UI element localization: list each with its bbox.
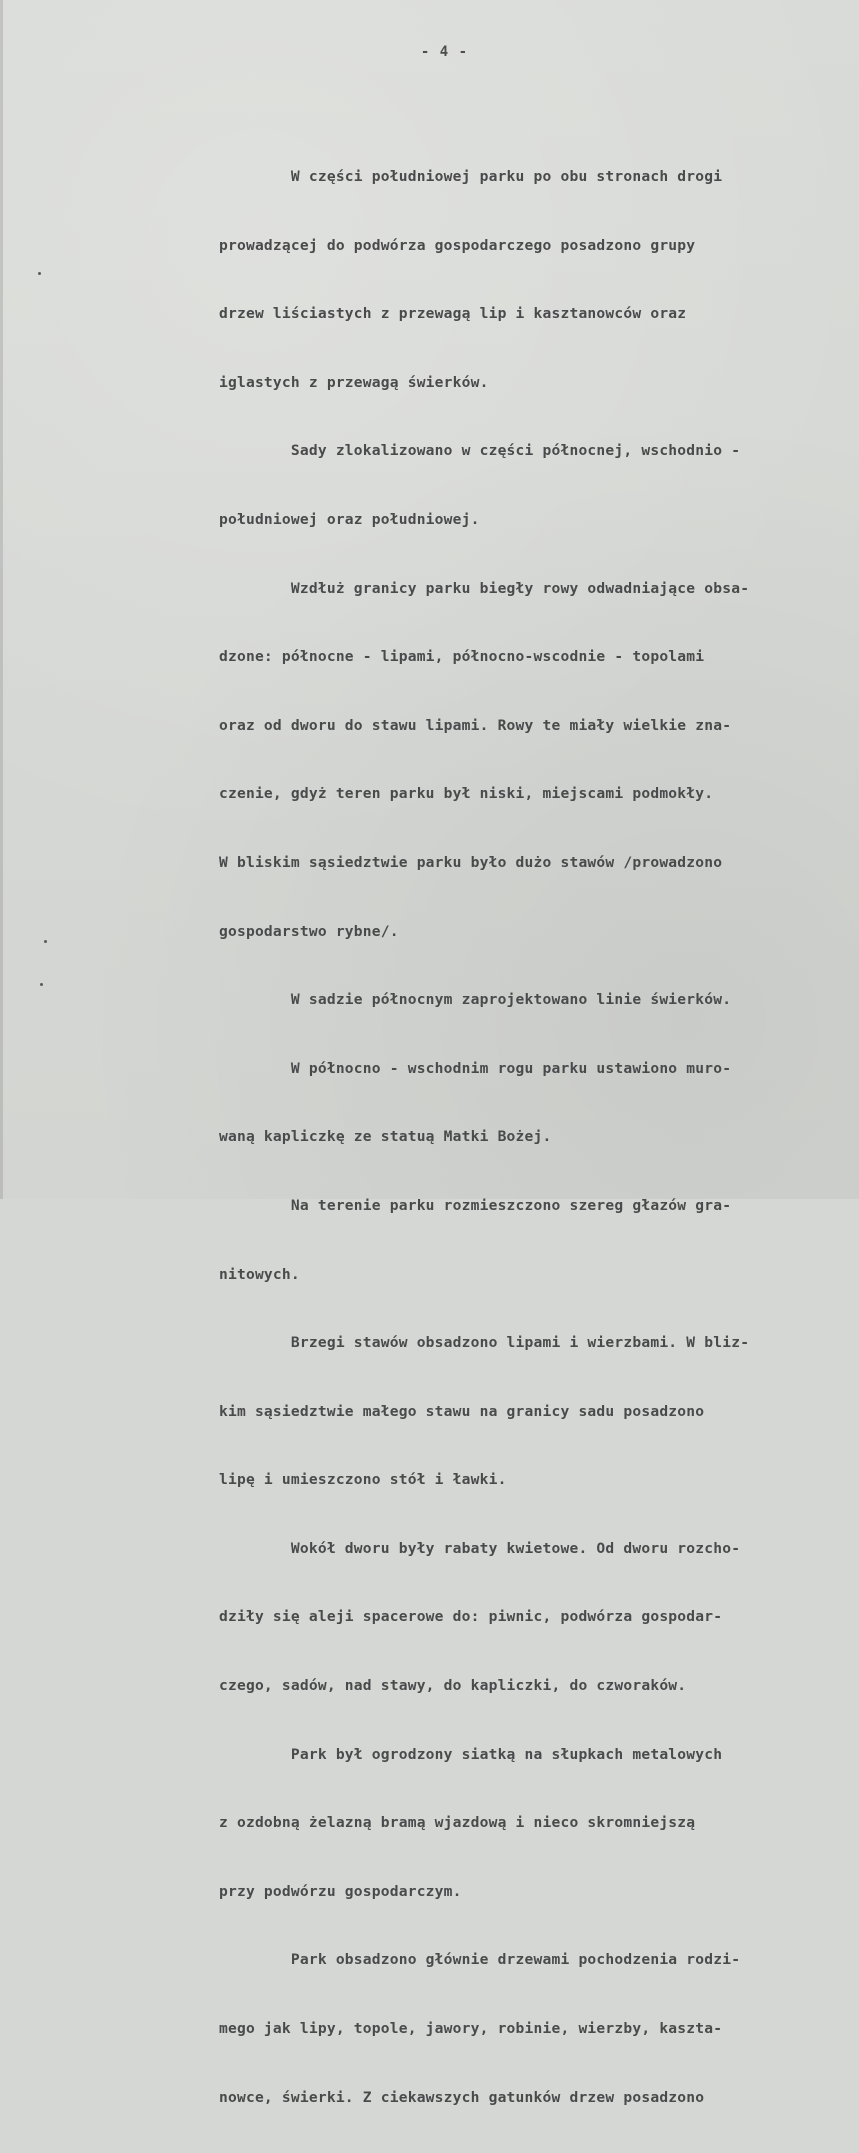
margin-mark (44, 940, 47, 943)
text-line: prowadzącej do podwórza gospodarczego posadzono grupy (219, 236, 696, 254)
text-line: nitowych. (219, 1265, 300, 1283)
text-line: kim sąsiedztwie małego stawu na granicy sadu posadzono (219, 1402, 705, 1420)
text-line: Park był ogrodzony siatką na słupkach metalowych (219, 1745, 723, 1763)
text-line: iglastych z przewagą świerków. (219, 373, 489, 391)
text-line: W sadzie północnym zaprojektowano linie świerków. (219, 991, 732, 1009)
text-line: czego, sadów, nad stawy, do kapliczki, do czworaków. (219, 1677, 687, 1695)
text-line: Park obsadzono głównie drzewami pochodzenia rodzi- (219, 1951, 741, 1969)
margin-mark (38, 272, 41, 275)
text-line: Na terenie parku rozmieszczono szereg głazów gra- (219, 1196, 732, 1214)
text-line: Brzegi stawów obsadzono lipami i wierzbami. W bliz- (219, 1334, 750, 1352)
text-line: z ozdobną żelazną bramą wjazdową i nieco skromniejszą (219, 1814, 696, 1832)
text-line: mego jak lipy, topole, jawory, robinie, wierzby, kaszta- (219, 2020, 723, 2038)
text-line: Sady zlokalizowano w części północnej, wschodnio - (219, 442, 741, 460)
text-line: dziły się aleji spacerowe do: piwnic, podwórza gospodar- (219, 1608, 723, 1626)
text-line: Wzdłuż granicy parku biegły rowy odwadniające obsa- (219, 579, 750, 597)
text-line: przy podwórzu gospodarczym. (219, 1882, 462, 1900)
text-line: czenie, gdyż teren parku był niski, miejscami podmokły. (219, 785, 714, 803)
text-line: południowej oraz południowej. (219, 510, 480, 528)
text-line: gospodarstwo rybne/. (219, 922, 399, 940)
text-line: drzew liściastych z przewagą lip i kasztanowców oraz (219, 305, 687, 323)
text-line: Wokół dworu były rabaty kwietowe. Od dworu rozcho- (219, 1539, 741, 1557)
text-line: waną kapliczkę ze statuą Matki Bożej. (219, 1128, 552, 1146)
margin-mark (40, 983, 43, 986)
text-line: W części południowej parku po obu stronach drogi (219, 168, 723, 185)
text-line: oraz od dworu do stawu lipami. Rowy te miały wielkie zna- (219, 716, 732, 734)
text-line: dzone: północne - lipami, północno-wscodnie - topolami (219, 648, 705, 666)
text-line: W bliskim sąsiedztwie parku było dużo stawów /prowadzono (219, 853, 723, 871)
body-text (219, 130, 749, 2153)
text-line: lipę i umieszczono stół i ławki. (219, 1471, 507, 1489)
text-line: nowce, świerki. Z ciekawszych gatunków drzew posadzono (219, 2088, 705, 2106)
text-line: W północno - wschodnim rogu parku ustawiono muro- (219, 1059, 732, 1077)
page-number: - 4 - (420, 44, 469, 60)
